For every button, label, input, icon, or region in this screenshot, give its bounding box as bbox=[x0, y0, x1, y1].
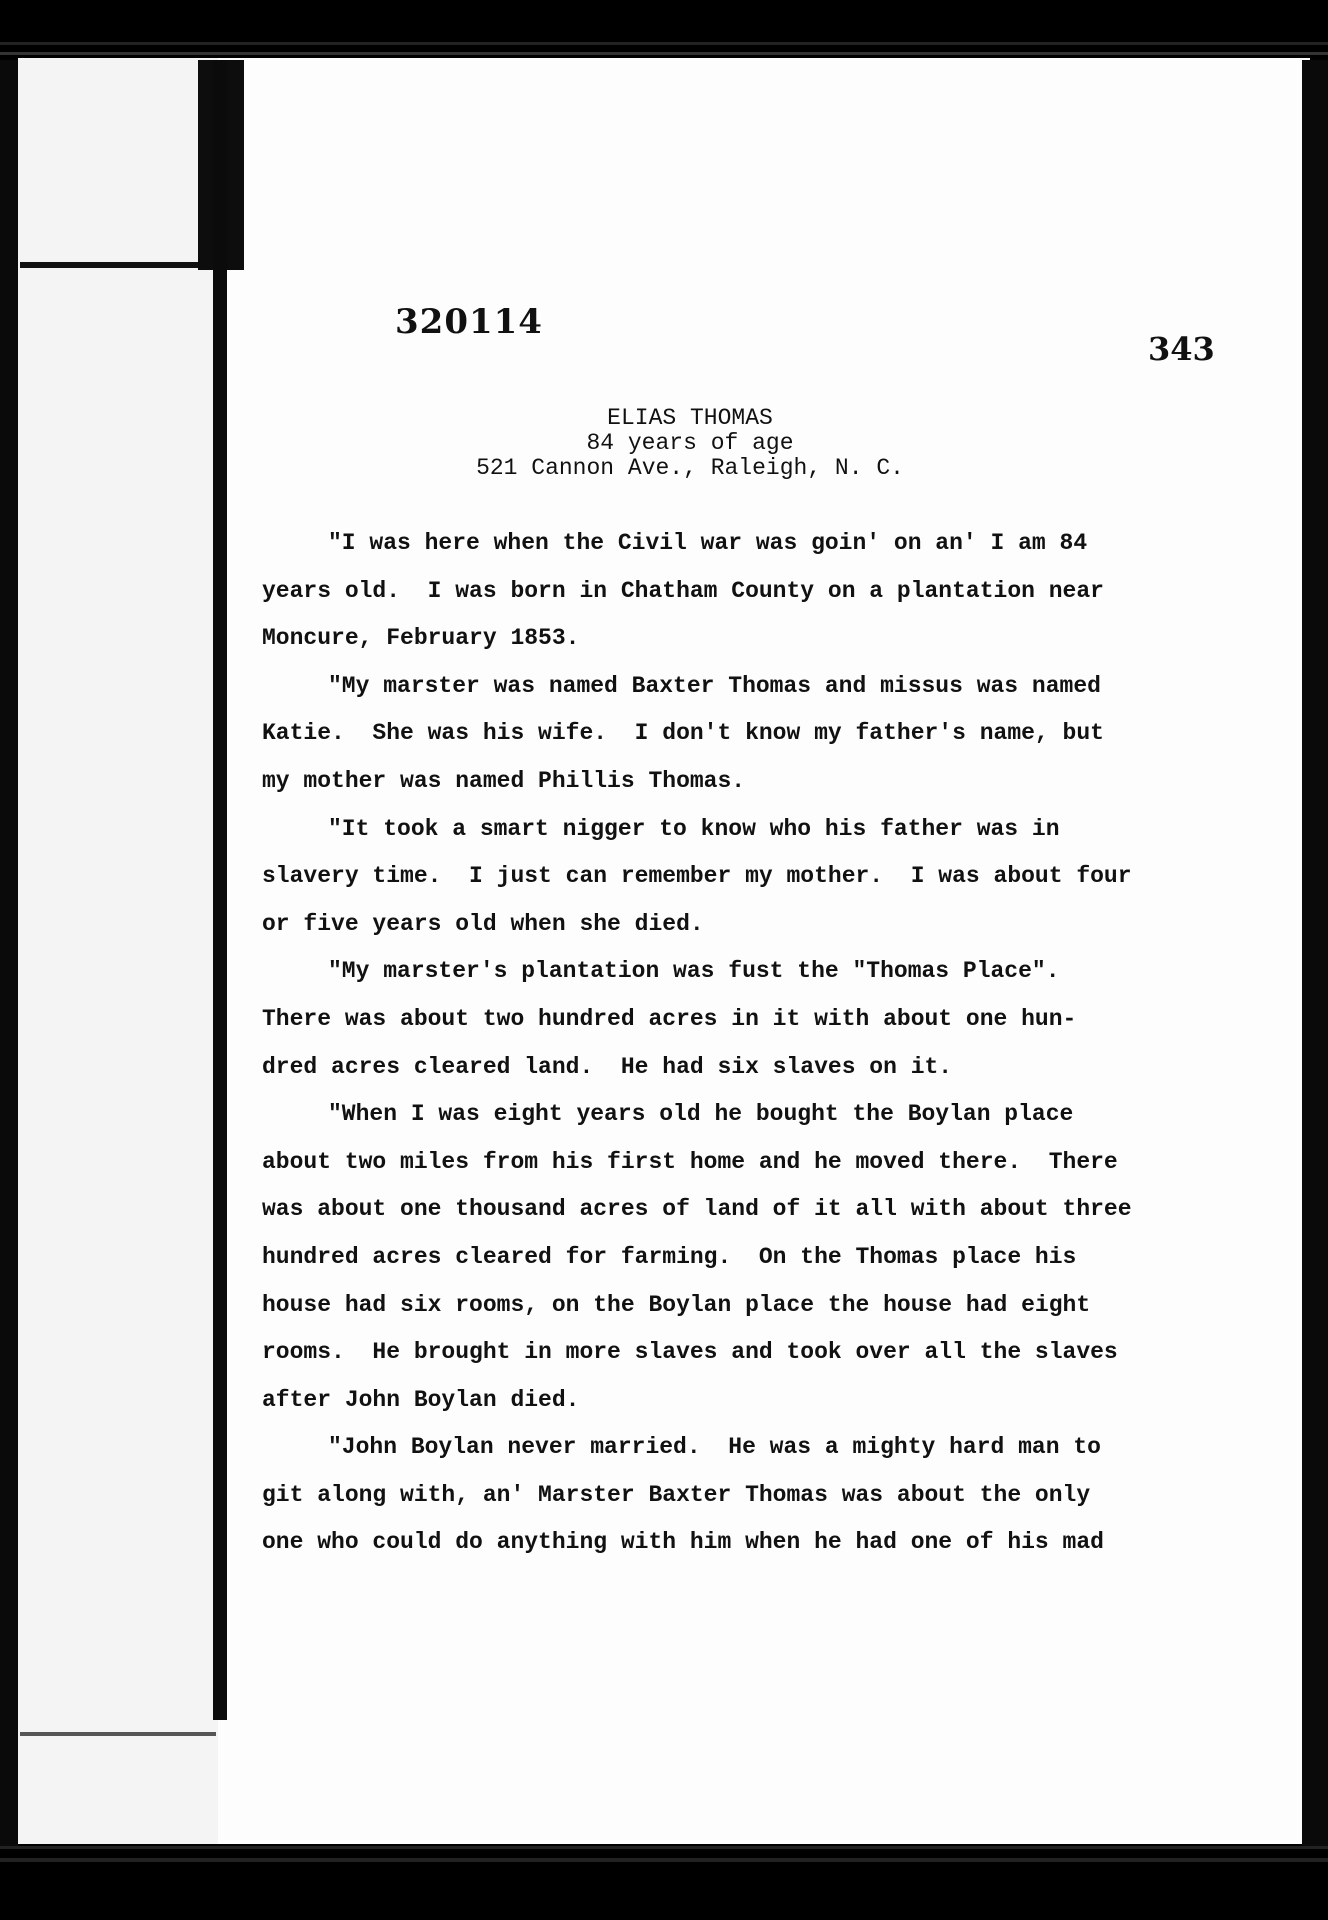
body-line: "It took a smart nigger to know who his father was in bbox=[328, 815, 1060, 842]
subject-heading bbox=[280, 406, 1100, 481]
body-line: There was about two hundred acres in it with about one hun- bbox=[262, 1005, 1077, 1032]
scan-top-rule-secondary bbox=[0, 52, 1328, 55]
body-line: after John Boylan died. bbox=[262, 1386, 580, 1413]
scan-bottom-rule-secondary bbox=[0, 1858, 1328, 1862]
subject-age: 84 years of age bbox=[586, 430, 794, 456]
scan-top-rule bbox=[0, 42, 1328, 45]
body-line: rooms. He brought in more slaves and took over all the slaves bbox=[262, 1339, 1118, 1366]
scan-right-border bbox=[1302, 60, 1328, 1846]
page-number: 343 bbox=[1148, 330, 1215, 368]
scan-top-border bbox=[0, 0, 1328, 40]
subject-address: 521 Cannon Ave., Raleigh, N. C. bbox=[476, 455, 904, 481]
scan-bottom-border bbox=[0, 1868, 1328, 1920]
body-line: dred acres cleared land. He had six slaves on it. bbox=[262, 1053, 953, 1080]
body-line: my mother was named Phillis Thomas. bbox=[262, 767, 746, 794]
body-line: "I was here when the Civil war was goin' on an' I am 84 bbox=[328, 530, 1088, 556]
body-line: or five years old when she died. bbox=[262, 910, 704, 937]
body-line: Moncure, February 1853. bbox=[262, 625, 580, 652]
body-line: "My marster's plantation was fust the "Thomas Place". bbox=[328, 958, 1060, 985]
binding-tab-edge-bottom bbox=[20, 1732, 216, 1736]
body-line: "When I was eight years old he bought the Boylan place bbox=[328, 1101, 1074, 1128]
body-line: one who could do anything with him when he had one of his mad bbox=[262, 1529, 1104, 1556]
subject-name: ELIAS THOMAS bbox=[607, 405, 773, 431]
scan-bottom-rule bbox=[0, 1846, 1328, 1849]
body-line: "John Boylan never married. He was a mighty hard man to bbox=[328, 1434, 1101, 1461]
body-line: years old. I was born in Chatham County on a plantation near bbox=[262, 577, 1104, 604]
binding-tab-edge bbox=[20, 262, 216, 268]
body-line: about two miles from his first home and he moved there. There bbox=[262, 1148, 1118, 1175]
scan-left-border bbox=[0, 60, 18, 1846]
binding-margin-strip bbox=[18, 58, 218, 1844]
interview-body bbox=[262, 520, 1192, 1567]
binding-spine bbox=[213, 60, 227, 1720]
body-line: "My marster was named Baxter Thomas and missus was named bbox=[328, 672, 1101, 699]
body-line: slavery time. I just can remember my mother. I was about four bbox=[262, 863, 1132, 890]
body-line: git along with, an' Marster Baxter Thomas was about the only bbox=[262, 1481, 1091, 1508]
body-line: was about one thousand acres of land of it all with about three bbox=[262, 1196, 1132, 1223]
body-line: house had six rooms, on the Boylan place the house had eight bbox=[262, 1291, 1091, 1318]
document-number: 320114 bbox=[395, 302, 543, 342]
body-line: Katie. She was his wife. I don't know my father's name, but bbox=[262, 720, 1104, 747]
body-line: hundred acres cleared for farming. On the Thomas place his bbox=[262, 1243, 1077, 1270]
